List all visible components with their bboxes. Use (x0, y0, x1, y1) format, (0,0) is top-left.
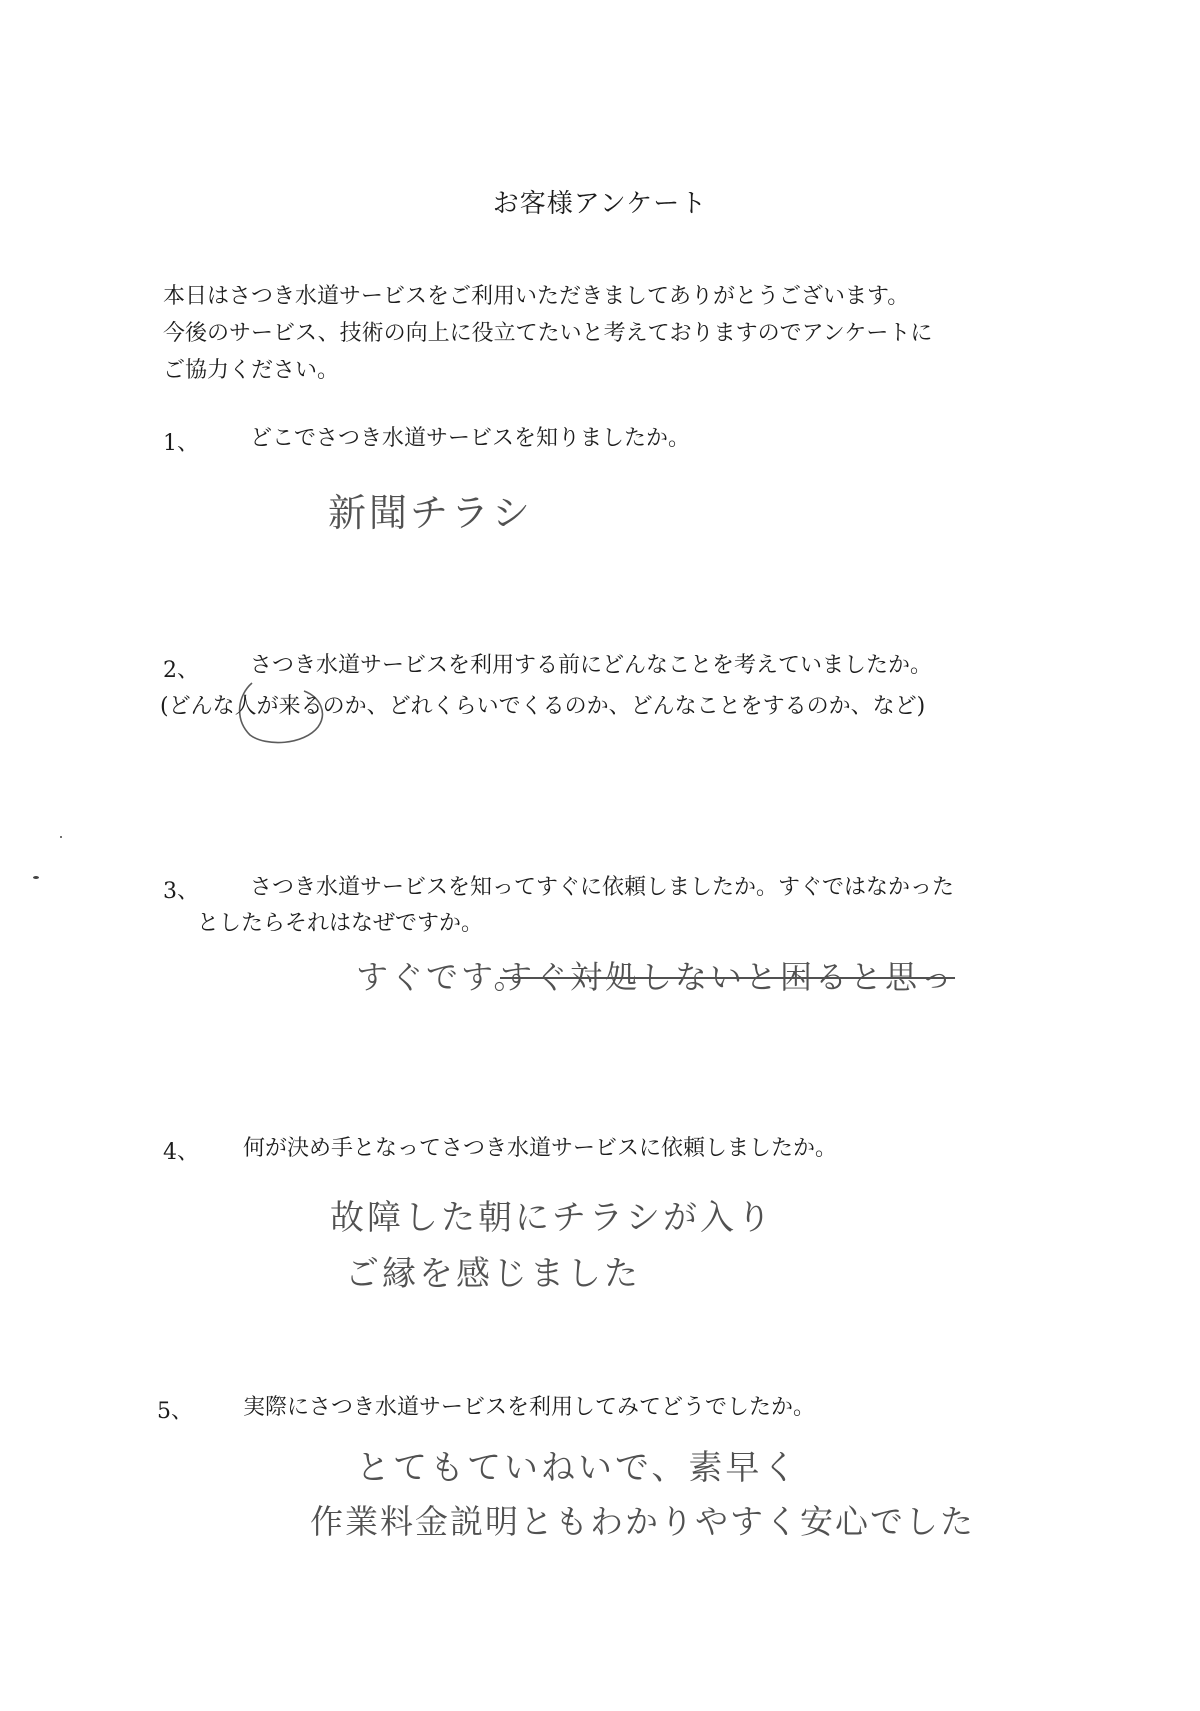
question-number: 5、 (157, 1399, 193, 1424)
question-hint: (どんな人が来るのか、どれくらいでくるのか、どんなことをするのか、など) (160, 694, 926, 719)
handwritten-answer: 新聞チラシ (328, 491, 534, 535)
question-number: 4、 (163, 1140, 199, 1165)
handwritten-answer: 作業料金説明ともわかりやすく安心でした (310, 1502, 975, 1541)
scan-speck (33, 876, 39, 879)
handwritten-answer: とてもていねいで、素早く (356, 1448, 800, 1488)
hand-drawn-circle (232, 675, 332, 747)
intro-line: ご協力ください。 (163, 358, 340, 383)
intro-line: 本日はさつき水道サービスをご利用いただきましてありがとうございます。 (163, 284, 910, 309)
struck-through-answer: すぐ対処しないと困ると思っ (500, 958, 956, 996)
question-number: 2、 (163, 658, 199, 683)
question-number: 1、 (163, 431, 199, 456)
question-text: 実際にさつき水道サービスを利用してみてどうでしたか。 (243, 1395, 816, 1420)
question-number: 3、 (163, 879, 199, 904)
question-text: さつき水道サービスを知ってすぐに依頼しましたか。すぐではなかった (250, 875, 955, 900)
question-text: どこでさつき水道サービスを知りましたか。 (250, 426, 691, 451)
handwritten-answer: ご縁を感じました (345, 1254, 641, 1294)
question-text: 何が決め手となってさつき水道サービスに依頼しましたか。 (243, 1136, 838, 1161)
intro-paragraph (163, 278, 1063, 389)
scan-speck (60, 836, 62, 838)
question-text: としたらそれはなぜですか。 (197, 911, 484, 936)
question-text: さつき水道サービスを利用する前にどんなことを考えていましたか。 (250, 653, 933, 678)
page-title: お客様アンケート (492, 189, 708, 219)
handwritten-answer: すぐです。 (356, 958, 529, 996)
intro-line: 今後のサービス、技術の向上に役立てたいと考えておりますのでアンケートに (163, 321, 933, 346)
handwritten-answer: 故障した朝にチラシが入り (330, 1198, 774, 1238)
